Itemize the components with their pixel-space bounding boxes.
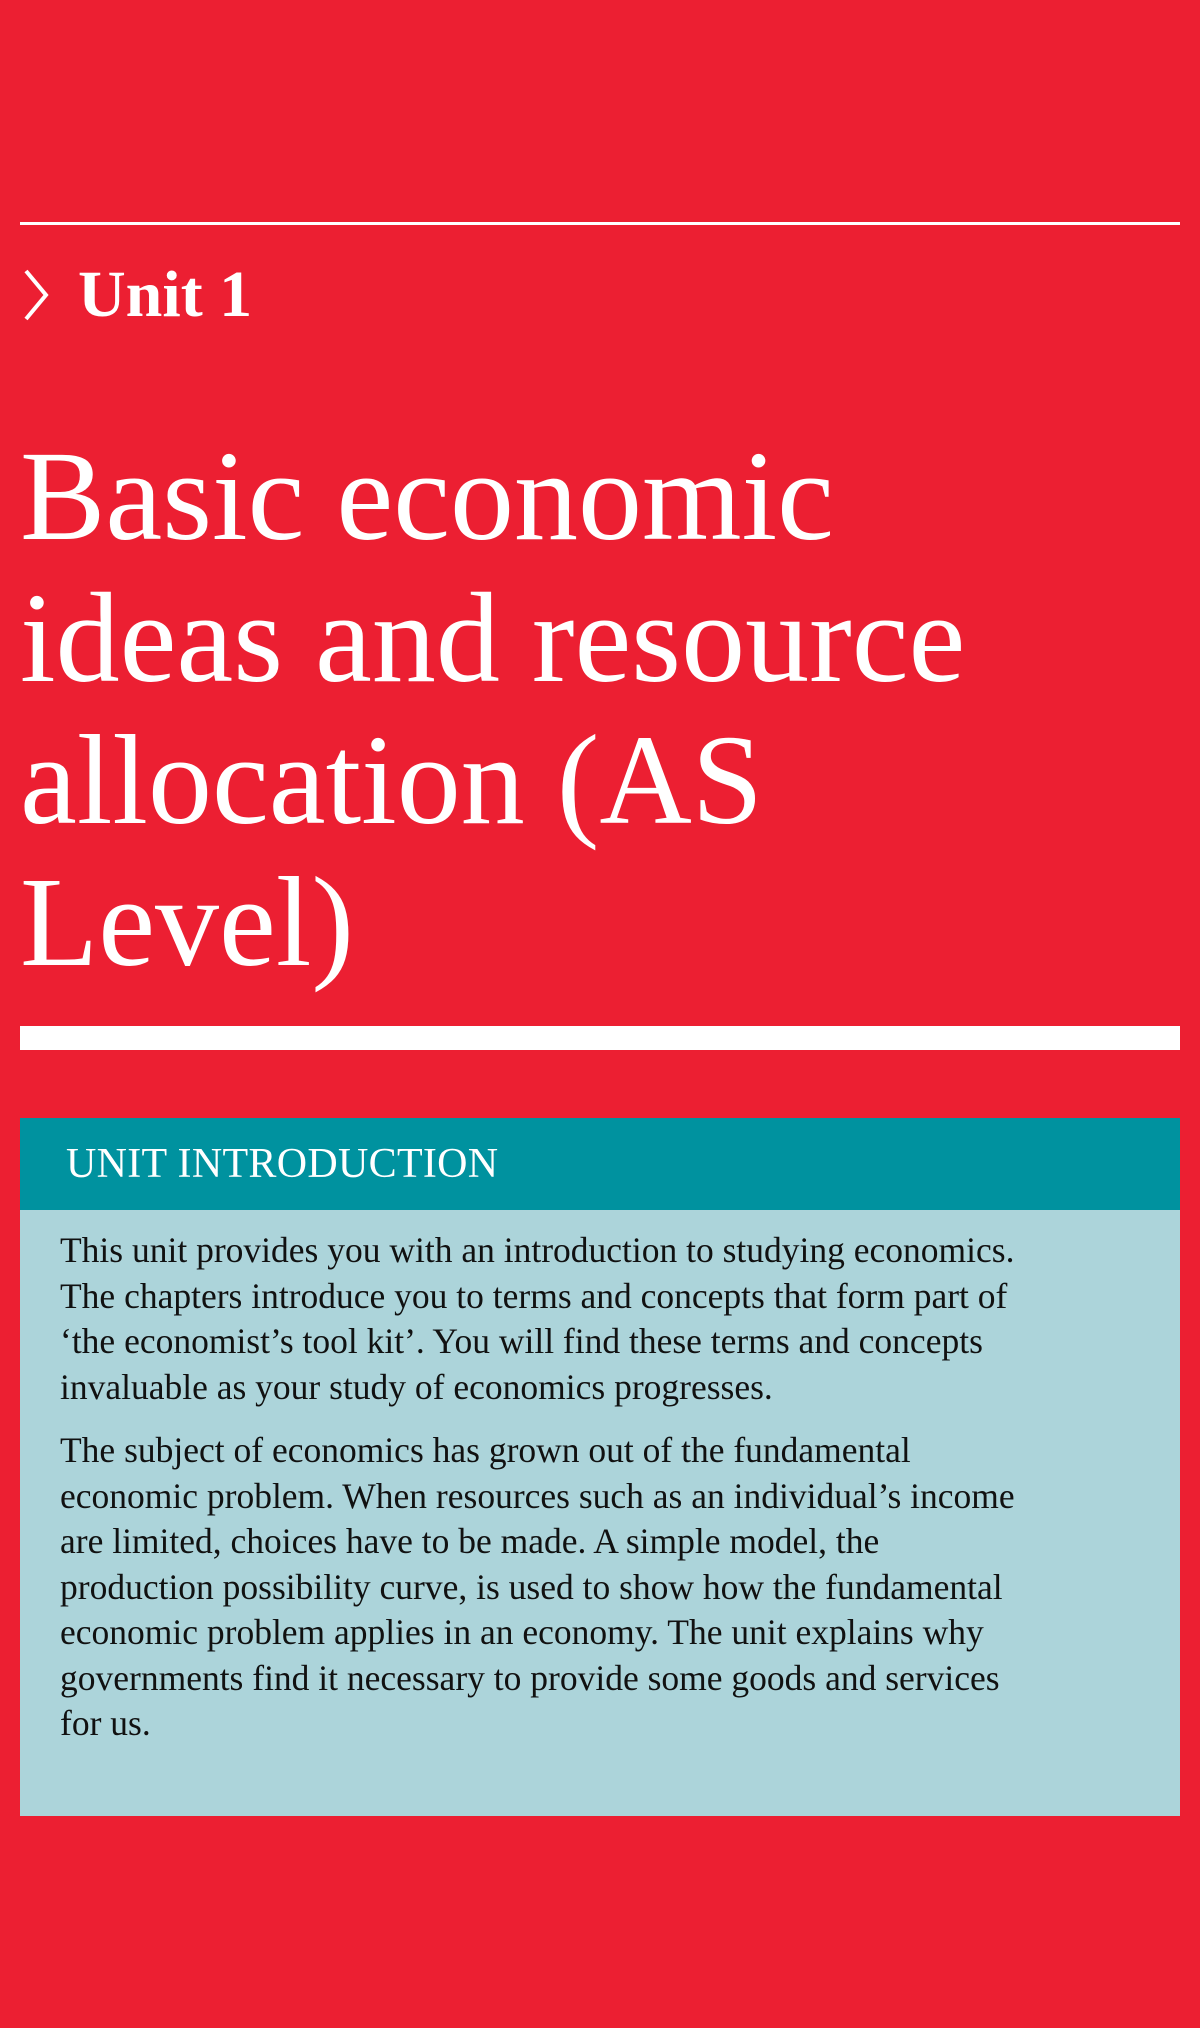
unit-title: [20, 425, 1180, 993]
text-line: governments find it necessary to provide some goods and services: [60, 1657, 1000, 1698]
unit-introduction-heading: UNIT INTRODUCTION: [20, 1118, 1180, 1210]
text-line: production possibility curve, is used to show how the fundamental: [60, 1566, 1003, 1607]
text-line: economic problem. When resources such as an individual’s income: [60, 1475, 1015, 1516]
title-line: ideas and resource: [20, 567, 966, 709]
chevron-right-icon: [22, 267, 52, 323]
text-line: are limited, choices have to be made. A simple model, the: [60, 1521, 880, 1561]
unit-introduction-body: [20, 1210, 1180, 1747]
text-line: This unit provides you with an introduction to studying economics.: [60, 1230, 1015, 1270]
text-line: invaluable as your study of economics progresses.: [60, 1366, 773, 1407]
unit-label: [22, 258, 253, 331]
text-line: The subject of economics has grown out of the fundamental: [60, 1430, 911, 1470]
title-underline-bar: [20, 1026, 1180, 1050]
text-line: The chapters introduce you to terms and concepts that form part of: [60, 1275, 1008, 1316]
unit-introduction-box: [20, 1118, 1180, 1816]
unit-number: Unit 1: [78, 258, 253, 331]
intro-paragraph-2: [60, 1428, 1150, 1747]
text-line: for us.: [60, 1703, 151, 1743]
intro-paragraph-1: [60, 1228, 1150, 1410]
title-line: Level): [20, 851, 354, 993]
text-line: ‘the economist’s tool kit’. You will find these terms and concepts: [60, 1321, 983, 1361]
title-line: Basic economic: [20, 425, 834, 567]
text-line: economic problem applies in an economy. The unit explains why: [60, 1612, 984, 1652]
top-divider: [20, 222, 1180, 225]
title-line: allocation (AS: [20, 709, 763, 851]
